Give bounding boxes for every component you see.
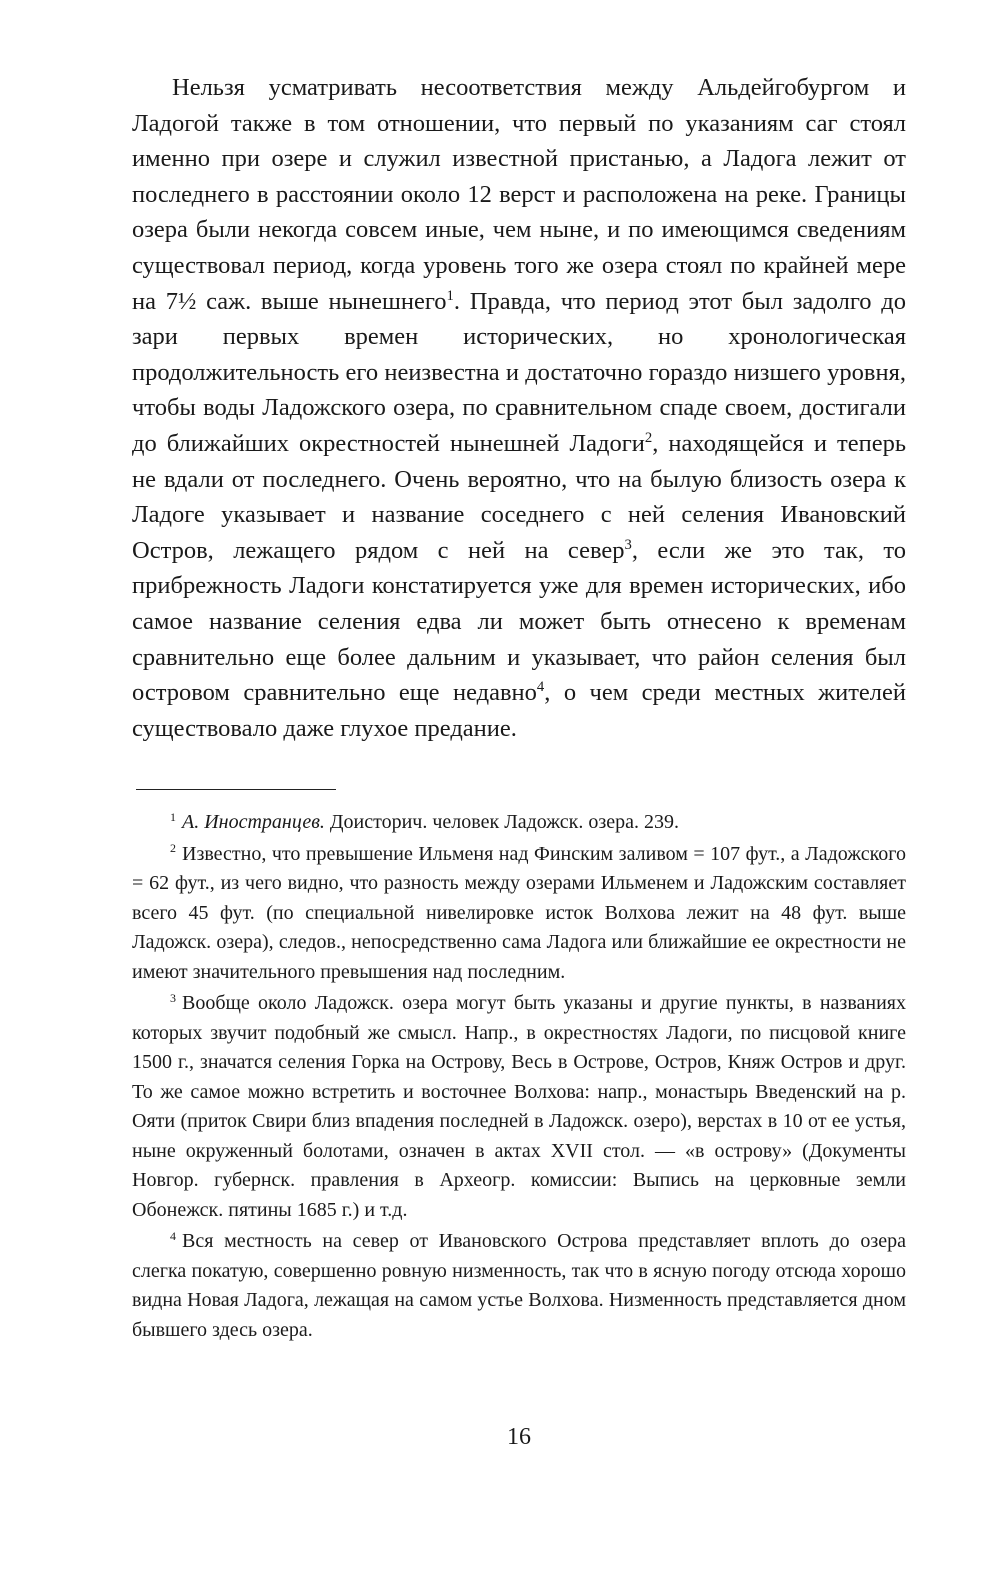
footnote-ref: 2 [644, 429, 653, 446]
footnote-mark: 3 [170, 990, 176, 1005]
footnote-ref: 3 [624, 536, 632, 553]
footnote-ref: 1 [446, 287, 454, 304]
footnote-3 [132, 989, 906, 1225]
page-number: 16 [507, 1424, 531, 1450]
main-text-part: , находящейся и теперь не вдали от последнего. Очень вероятно, что на былую близость озера к Ладоге указывает и название соседнего с ней селения Ивановский Остров, лежащего рядом с ней на север [132, 429, 906, 564]
footnote-1 [132, 808, 906, 838]
footnote-text: Доисторич. человек Ладожск. озера. 239. [324, 811, 680, 834]
footnote-mark: 4 [170, 1228, 176, 1243]
footnote-text: Вообще около Ладожск. озера могут быть указаны и другие пункты, в названиях которых звучит подобный же смысл. Напр., в окрестностях Ладоги, по писцовой книге 1500 г., значатся селения Горка на Острову, Весь в Острове, Остров, Княж Остров и друг. То же самое можно встретить и восточнее Волхова: напр., монастырь Введенский на р. Ояти (приток Свири близ впадения последней в Ладожск. озеро), верстах в 10 от ее устья, ныне окруженный болотами, означен в актах XVII стол. — «в острову» (Документы Новгор. губернск. правления в Археогр. комиссии: Выпись на церковные земли Обонежск. пятины 1685 г.) и т.д. [132, 992, 906, 1221]
main-text-part: Нельзя усматривать несоответствия между Альдейгобургом и Ладогой также в том отношении, что первый по указаниям саг стоял именно при озере и служил известной пристанью, а Ладога лежит от последнего в расстоянии около 12 верст и расположена на реке. Границы озера были некогда совсем иные, чем ныне, и по имеющимся сведениям существовал период, когда уровень того же озера стоял по крайней мере на 7½ саж. выше нынешнего [132, 74, 906, 315]
footnote-ref: 4 [536, 678, 545, 695]
footnote-mark: 2 [170, 841, 176, 856]
footnote-2 [132, 840, 906, 988]
main-text-part: . Правда, что период этот был задолго до зари первых времен исторических, но хронологическая продолжительность его неизвестна и достаточно гораздо низшего уровня, чтобы воды Ладожского озера, по сравнительном спаде своем, достигали до ближайших окрестностей нынешней Ладоги [132, 287, 907, 457]
footnote-text: Известно, что превышение Ильменя над Финским заливом = 107 фут., а Ладожского = 62 фут., из чего видно, что разность между озерами Ильменем и Ладожским составляет всего 45 фут. (по специальной нивелировке исток Волхова лежит на 48 фут. выше Ладожск. озера), следов., непосредственно сама Ладога или ближайшие ее окрестности не имеют значительного превышения над последним. [132, 842, 906, 983]
footnote-mark: 1 [170, 809, 176, 824]
main-text-part: , о чем среди местных жителей существовало даже глухое предание. [132, 679, 906, 742]
main-text-part: , если же это так, то прибрежность Ладоги констатируется уже для времен исторических, ибо самое название селения едва ли может быть отнесено к временам сравнительно еще более дальним и указывает, что район селения был островом сравнительно еще недавно [132, 536, 907, 707]
footnote-author: А. Иностранцев. [182, 811, 325, 834]
footnote-divider [136, 789, 336, 790]
footnote-text: Вся местность на север от Ивановского Острова представляет вплоть до озера слегка покатую, совершенно ровную низменность, так что в ясную погоду отсюда хорошо видна Новая Ладога, лежащая на самом устье Волхова. Низменность представляется дном бывшего здесь озера. [132, 1230, 906, 1341]
main-paragraph [132, 70, 906, 746]
footnote-4 [132, 1227, 906, 1345]
